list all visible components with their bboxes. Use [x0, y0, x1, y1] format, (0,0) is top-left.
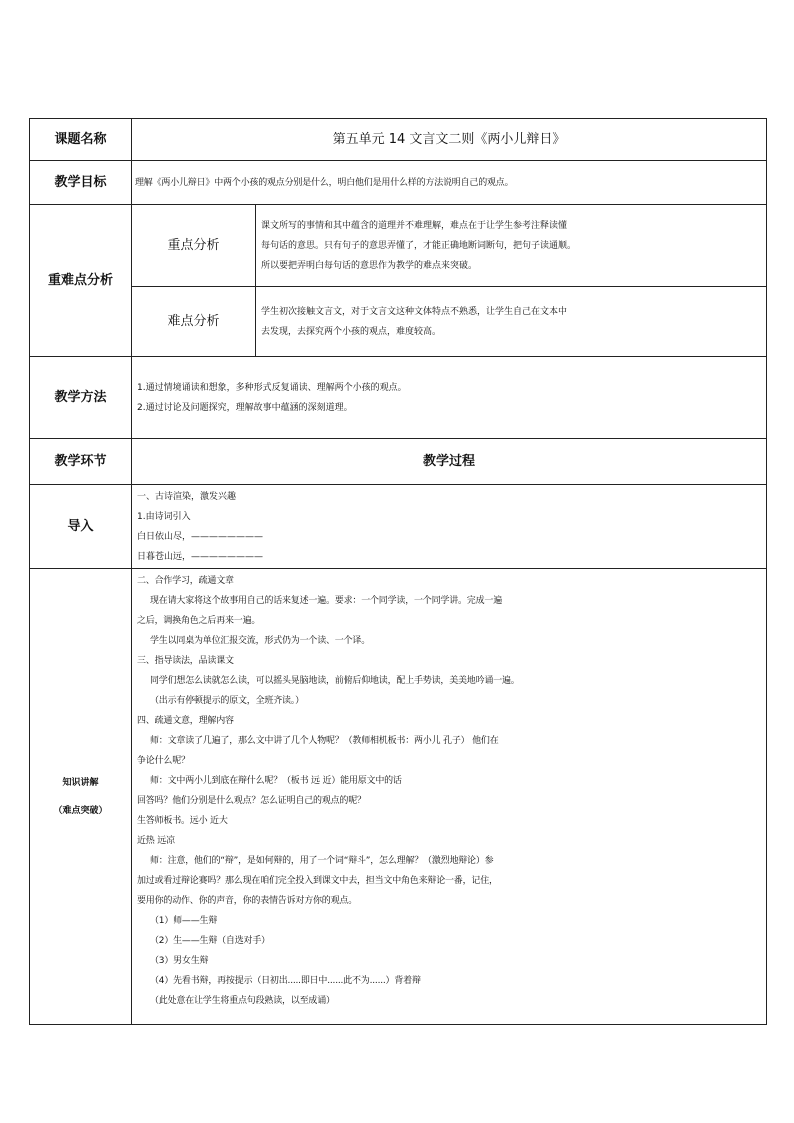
key-analysis-content	[256, 205, 767, 287]
knowledge-line: 师：注意，他们的“辩”，是如何辩的，用了一个词“辩斗”，怎么理解？（激烈地辩论）参	[150, 856, 494, 866]
method-line: 1.通过情境诵读和想象，多种形式反复诵读、理解两个小孩的观点。	[137, 382, 407, 393]
intro-line: 白日依山尽，————————	[137, 531, 264, 542]
knowledge-line: 四、疏通文意，理解内容	[137, 716, 234, 726]
knowledge-label: 知识讲解	[62, 777, 99, 788]
row-knowledge	[30, 569, 767, 1025]
goal-label: 教学目标	[30, 161, 132, 205]
diff-line: 去发现，去探究两个小孩的观点，难度较高。	[261, 326, 442, 337]
knowledge-content	[132, 569, 767, 1025]
knowledge-line: 近热 远凉	[137, 836, 175, 846]
row-process-header	[30, 439, 767, 485]
intro-line: 一、古诗渲染，激发兴趣	[137, 491, 237, 502]
intro-label: 导入	[30, 485, 132, 569]
row-key-analysis	[30, 205, 767, 287]
knowledge-line: 现在请大家将这个故事用自己的话来复述一遍。要求：一个同学读，一个同学讲。完成一遍	[150, 596, 503, 606]
knowledge-line: 之后，调换角色之后再来一遍。	[137, 616, 261, 626]
knowledge-line: 生答师板书。远小 近大	[137, 816, 228, 826]
topic-value: 第五单元 14 文言文二则《两小儿辩日》	[132, 119, 767, 161]
knowledge-line: 学生以同桌为单位汇报交流，形式仍为一个读、一个译。	[150, 636, 371, 646]
key-line: 课文所写的事情和其中蕴含的道理并不难理解，难点在于让学生参考注释读懂	[261, 220, 568, 231]
goal-text: 理解《两小儿辩日》中两个小孩的观点分别是什么，明白他们是用什么样的方法说明自己的观点。	[135, 177, 514, 188]
knowledge-line: （1）师——生辩	[150, 916, 218, 926]
knowledge-line: 三、指导读法，品读课文	[137, 656, 234, 666]
row-method	[30, 357, 767, 439]
diff-analysis-content	[256, 287, 767, 357]
key-line: 每句话的意思。只有句子的意思弄懂了，才能正确地断词断句，把句子读通顺。	[261, 240, 577, 251]
intro-line: 1.由诗词引入	[137, 511, 191, 522]
knowledge-line: （4）先看书辩，再按提示（日初出.....即日中......此不为......）背着辩	[150, 976, 421, 986]
knowledge-line: 要用你的动作、你的声音，你的表情告诉对方你的观点。	[137, 896, 358, 906]
process-header-value: 教学过程	[132, 439, 767, 485]
knowledge-line: 回答吗？他们分别是什么观点？怎么证明自己的观点的呢？	[137, 796, 366, 806]
intro-line: 日暮苍山远，————————	[137, 551, 264, 562]
knowledge-line: 二、合作学习，疏通文章	[137, 576, 234, 586]
knowledge-line: 争论什么呢？	[137, 756, 190, 766]
row-diff-analysis	[30, 287, 767, 357]
knowledge-line: 加过或看过辩论赛吗？那么现在咱们完全投入到课文中去，担当文中角色来辩论一番，记住，	[137, 876, 498, 886]
knowledge-line: （此处意在让学生将重点句段熟读，以至成诵）	[150, 996, 335, 1006]
diff-analysis-label: 难点分析	[132, 287, 256, 357]
topic-label: 课题名称	[30, 119, 132, 161]
goal-value	[132, 161, 767, 205]
key-line: 所以要把弄明白每句话的意思作为教学的难点来突破。	[261, 260, 478, 271]
knowledge-line: （2）生——生辩（自选对手）	[150, 936, 270, 946]
method-content	[132, 357, 767, 439]
row-goal	[30, 161, 767, 205]
process-header-label: 教学环节	[30, 439, 132, 485]
knowledge-line: 师：文章读了几遍了，那么文中讲了几个人物呢？（教师相机板书：两小儿 孔子） 他们在	[150, 736, 499, 746]
knowledge-line: （出示有停顿提示的原文，全班齐读。）	[150, 696, 304, 706]
knowledge-line: 师：文中两小儿到底在辩什么呢？（板书 远 近）能用原文中的话	[150, 776, 402, 786]
intro-content	[132, 485, 767, 569]
key-analysis-label: 重点分析	[132, 205, 256, 287]
method-label: 教学方法	[30, 357, 132, 439]
knowledge-line: 同学们想怎么读就怎么读，可以摇头晃脑地读，前俯后仰地读，配上手势读，美美地吟诵一遍。	[150, 676, 520, 686]
knowledge-label-cell	[30, 569, 132, 1025]
row-topic	[30, 119, 767, 161]
knowledge-sublabel: （难点突破）	[53, 805, 108, 816]
diff-line: 学生初次接触文言文，对于文言文这种文体特点不熟悉，让学生自己在文本中	[261, 306, 568, 317]
row-intro	[30, 485, 767, 569]
lesson-plan-table	[29, 118, 767, 1025]
knowledge-line: （3）男女生辩	[150, 956, 209, 966]
method-line: 2.通过讨论及问题探究，理解故事中蕴涵的深刻道理。	[137, 402, 353, 413]
analysis-label: 重难点分析	[30, 205, 132, 357]
